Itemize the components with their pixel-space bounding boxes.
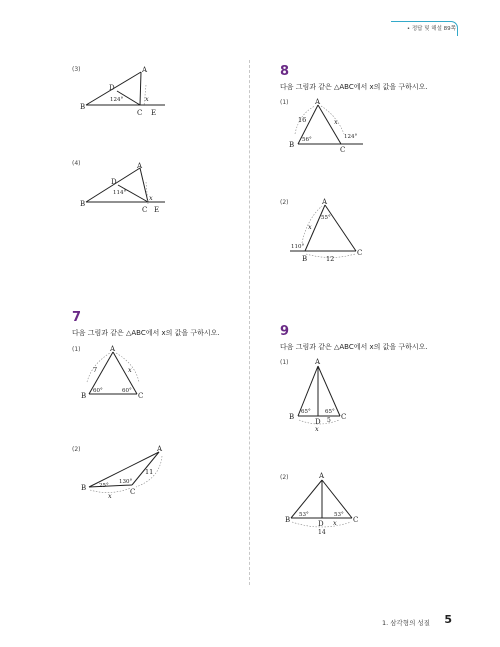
- p7-1-angleC: 60°: [122, 388, 132, 394]
- p6-sub4-label: (4): [72, 160, 81, 167]
- p8-text: 다음 그림과 같은 △ABC에서 x의 값을 구하시오.: [280, 83, 428, 91]
- p9-2-A: A: [319, 472, 325, 480]
- p9-text: 다음 그림과 같은 △ABC에서 x의 값을 구하시오.: [280, 343, 428, 351]
- p8-2-angleExt: 110°: [291, 244, 305, 250]
- p7-1-x: x: [128, 366, 132, 374]
- p7-text: 다음 그림과 같은 △ABC에서 x의 값을 구하시오.: [72, 329, 220, 337]
- p8-sub1-figure: [285, 96, 370, 156]
- footer-chapter: 1. 삼각형의 성질: [381, 619, 430, 627]
- p8-number: 8: [280, 64, 290, 79]
- p7-number: 7: [72, 310, 82, 325]
- p6-3-C: C: [137, 109, 143, 117]
- p7-2-A: A: [157, 445, 163, 453]
- page-number: 5: [444, 613, 452, 626]
- p7-2-angleB: 25°: [99, 483, 109, 489]
- p7-1-C: C: [138, 392, 144, 400]
- p9-2-D: D: [318, 520, 324, 528]
- p7-sub2-label: (2): [72, 446, 81, 453]
- p8-1-side: 16: [298, 116, 307, 124]
- p9-1-angleB: 65°: [301, 409, 311, 415]
- p6-3-A: A: [142, 66, 148, 74]
- header-section: • 정답 및 해설 89쪽: [406, 26, 456, 32]
- p6-4-E: E: [154, 206, 160, 214]
- p9-1-side: 5: [327, 417, 331, 424]
- p6-3-B: B: [80, 103, 86, 111]
- p7-1-angleB: 60°: [93, 388, 103, 394]
- p9-1-angleC: 65°: [325, 409, 335, 415]
- p8-2-A: A: [322, 198, 328, 206]
- p8-sub1-label: (1): [280, 99, 289, 106]
- p9-sub1-figure: [285, 354, 365, 434]
- p8-1-B: B: [289, 141, 295, 149]
- p9-2-angleB: 53°: [299, 512, 309, 518]
- p8-2-side: 12: [326, 255, 335, 263]
- p6-3-D: D: [109, 84, 115, 92]
- p9-1-A: A: [315, 358, 321, 366]
- p6-3-x: x: [145, 95, 149, 103]
- p6-4-angle: 114°: [113, 190, 127, 196]
- p6-sub3-figure: [80, 60, 170, 120]
- p9-1-C: C: [341, 413, 347, 421]
- p8-1-angleExt: 124°: [344, 134, 358, 140]
- p9-2-B: B: [285, 516, 291, 524]
- p9-2-angleC: 53°: [334, 512, 344, 518]
- p9-2-x: x: [333, 519, 337, 527]
- p8-2-B: B: [302, 255, 308, 263]
- p6-3-E: E: [151, 109, 157, 117]
- p8-2-angleA: 55°: [321, 215, 331, 221]
- p8-2-x: x: [308, 223, 312, 231]
- p6-sub3-label: (3): [72, 66, 81, 73]
- p7-2-angleC: 130°: [119, 479, 133, 485]
- p7-1-A: A: [110, 345, 116, 353]
- p9-2-C: C: [353, 516, 359, 524]
- p7-1-B: B: [81, 392, 87, 400]
- p6-4-D: D: [111, 178, 117, 186]
- p7-sub1-figure: [80, 342, 160, 404]
- p7-1-side: 7: [93, 366, 98, 374]
- p9-1-B: B: [289, 413, 295, 421]
- p9-number: 9: [280, 324, 290, 339]
- p8-1-A: A: [315, 98, 321, 106]
- p6-4-B: B: [80, 200, 86, 208]
- p9-sub2-label: (2): [280, 474, 289, 481]
- p9-sub2-figure: [285, 468, 365, 538]
- p7-sub2-figure: [80, 442, 172, 502]
- p8-sub2-figure: [285, 195, 370, 265]
- p7-2-x: x: [108, 492, 112, 500]
- p9-1-D: D: [315, 418, 321, 426]
- p6-4-C: C: [142, 206, 148, 214]
- p7-2-C: C: [130, 488, 136, 496]
- p6-3-angle: 124°: [110, 97, 124, 103]
- p8-1-C: C: [340, 146, 346, 154]
- p6-sub4-figure: [80, 158, 170, 218]
- p8-sub2-label: (2): [280, 199, 289, 206]
- column-divider: [249, 60, 250, 585]
- p8-1-x: x: [334, 118, 338, 126]
- p8-1-angleB: 56°: [302, 137, 312, 143]
- p9-2-side: 14: [318, 529, 326, 536]
- p9-1-x: x: [315, 425, 319, 433]
- p6-4-x: x: [149, 194, 153, 202]
- p7-2-B: B: [81, 484, 87, 492]
- p7-sub1-label: (1): [72, 346, 81, 353]
- p8-2-C: C: [357, 249, 363, 257]
- p9-sub1-label: (1): [280, 359, 289, 366]
- p7-2-side: 11: [145, 468, 154, 476]
- p6-4-A: A: [137, 162, 143, 170]
